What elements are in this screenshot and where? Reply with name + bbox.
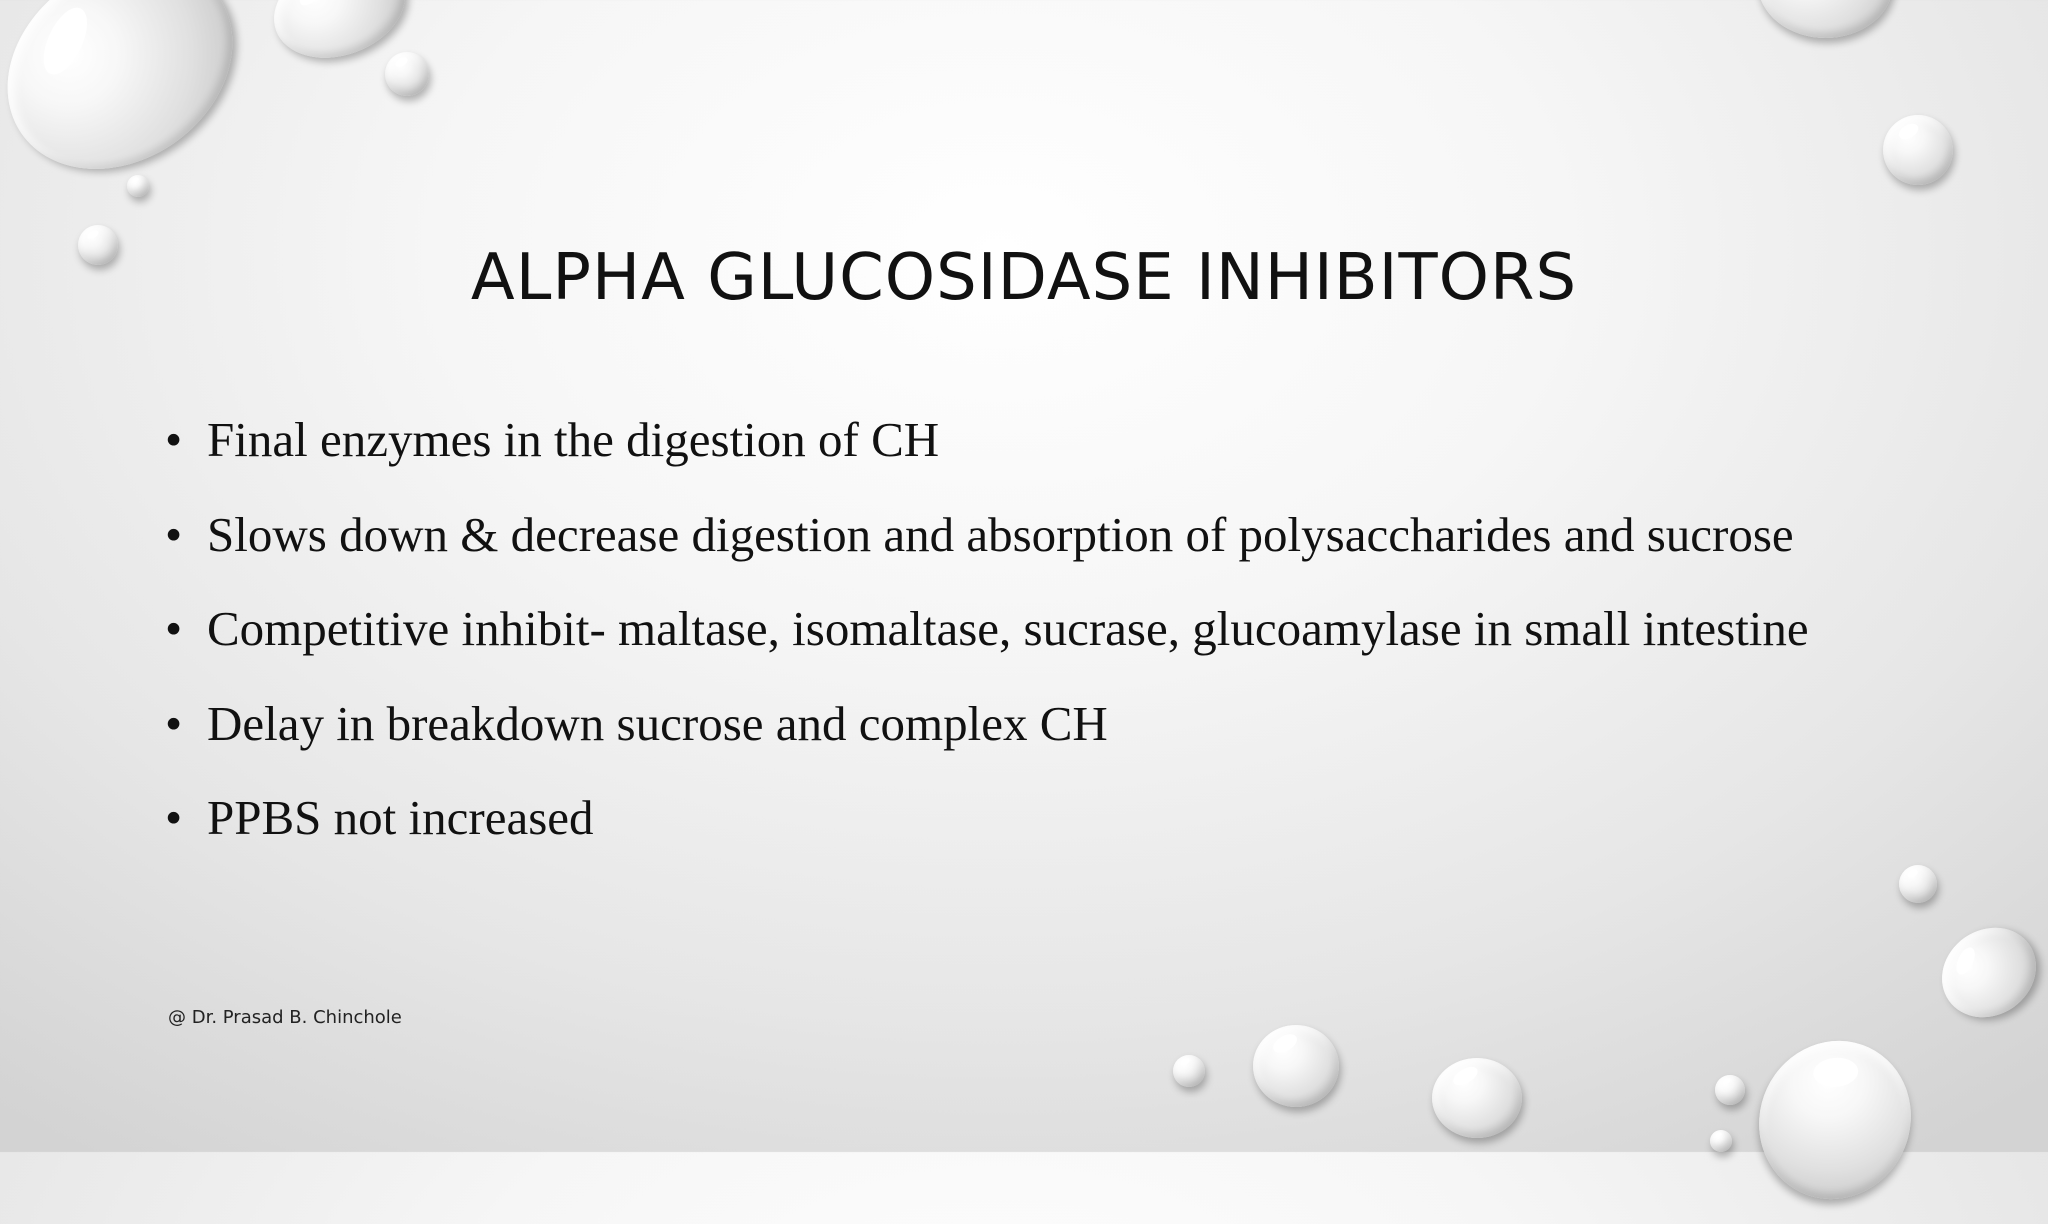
slide-title: ALPHA GLUCOSIDASE INHIBITORS: [470, 240, 1578, 315]
water-drop-icon: [1715, 1075, 1745, 1105]
water-drop-icon: [1710, 1130, 1732, 1152]
water-drop-icon: [1173, 1055, 1205, 1087]
bullet-list: [165, 410, 1995, 883]
water-drop-icon: [127, 175, 149, 197]
water-drop-icon: [1758, 0, 1893, 38]
water-drop-icon: [1883, 115, 1953, 185]
author-footer: @ Dr. Prasad B. Chinchole: [168, 1007, 402, 1028]
bullet-item: • PPBS not increased: [165, 788, 1995, 848]
bullet-item: • Delay in breakdown sucrose and complex CH: [165, 694, 1995, 754]
water-drop-icon: [1253, 1025, 1339, 1107]
water-drop-icon: [385, 52, 429, 96]
water-drop-icon: [1733, 1016, 1937, 1224]
bullet-item: • Final enzymes in the digestion of CH: [165, 410, 1995, 470]
bullet-item: • Competitive inhibit- maltase, isomaltase, sucrase, glucoamylase in small intestine: [165, 599, 1995, 659]
water-drop-icon: [1924, 910, 2048, 1036]
water-drop-icon: [1432, 1058, 1522, 1138]
bullet-item: • Slows down & decrease digestion and absorption of polysaccharides and sucrose: [165, 505, 1995, 565]
